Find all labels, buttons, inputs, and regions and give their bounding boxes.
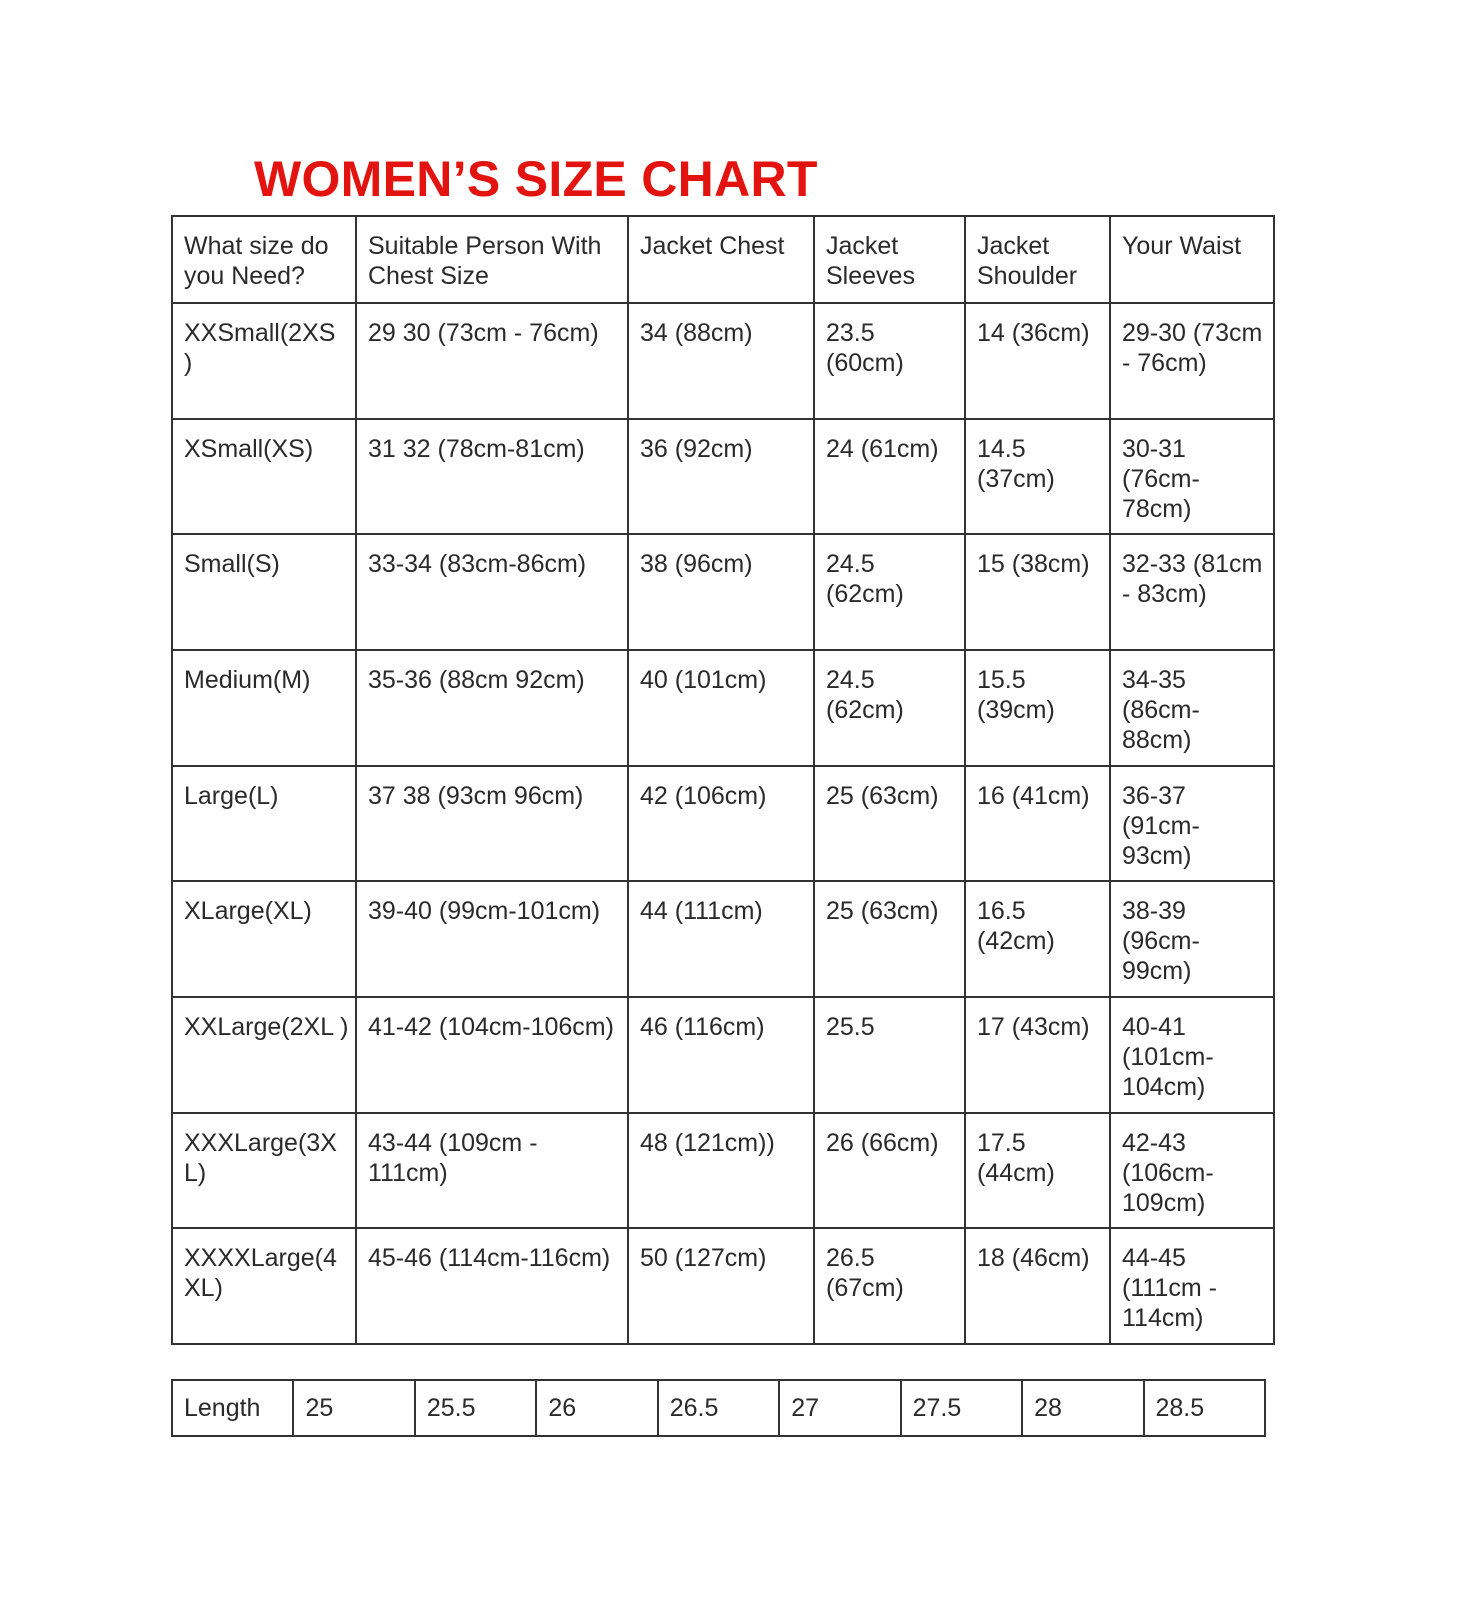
jacket-chest-cell: 46 (116cm) — [628, 997, 814, 1113]
jacket-chest-cell: 48 (121cm)) — [628, 1113, 814, 1229]
table-row — [172, 1113, 1274, 1229]
size-cell: XXXLarge(3XL) — [172, 1113, 356, 1229]
jacket-sleeves-cell: 26 (66cm) — [814, 1113, 965, 1229]
chest-size-cell: 33-34 (83cm-86cm) — [356, 534, 628, 650]
length-value-cell: 28 — [1022, 1380, 1143, 1436]
waist-cell: 32-33 (81cm - 83cm) — [1110, 534, 1274, 650]
length-value-cell: 25.5 — [415, 1380, 536, 1436]
jacket-chest-cell: 44 (111cm) — [628, 881, 814, 997]
chest-size-cell: 31 32 (78cm-81cm) — [356, 419, 628, 535]
length-value-cell: 27.5 — [901, 1380, 1022, 1436]
jacket-shoulder-cell: 16 (41cm) — [965, 766, 1110, 882]
table-row — [172, 997, 1274, 1113]
size-cell: Large(L) — [172, 766, 356, 882]
length-table — [171, 1379, 1266, 1437]
jacket-sleeves-cell: 24 (61cm) — [814, 419, 965, 535]
size-cell: XXSmall(2XS ) — [172, 303, 356, 419]
waist-cell: 29-30 (73cm - 76cm) — [1110, 303, 1274, 419]
length-value-cell: 26.5 — [658, 1380, 779, 1436]
chest-size-cell: 37 38 (93cm 96cm) — [356, 766, 628, 882]
length-value-cell: 27 — [779, 1380, 900, 1436]
jacket-chest-cell: 36 (92cm) — [628, 419, 814, 535]
jacket-shoulder-cell: 17 (43cm) — [965, 997, 1110, 1113]
size-cell: Medium(M) — [172, 650, 356, 766]
jacket-sleeves-cell: 25.5 — [814, 997, 965, 1113]
column-header-jacket-shoulder: Jacket Shoulder — [965, 216, 1110, 303]
table-row — [172, 419, 1274, 535]
length-value-cell: 25 — [293, 1380, 414, 1436]
jacket-shoulder-cell: 14.5 (37cm) — [965, 419, 1110, 535]
jacket-shoulder-cell: 18 (46cm) — [965, 1228, 1110, 1344]
length-value-cell: 28.5 — [1144, 1380, 1266, 1436]
waist-cell: 30-31 (76cm-78cm) — [1110, 419, 1274, 535]
column-header-chest-size: Suitable Person With Chest Size — [356, 216, 628, 303]
table-row — [172, 881, 1274, 997]
jacket-sleeves-cell: 26.5 (67cm) — [814, 1228, 965, 1344]
jacket-sleeves-cell: 25 (63cm) — [814, 881, 965, 997]
chest-size-cell: 41-42 (104cm-106cm) — [356, 997, 628, 1113]
jacket-sleeves-cell: 24.5 (62cm) — [814, 534, 965, 650]
jacket-sleeves-cell: 25 (63cm) — [814, 766, 965, 882]
size-table-body — [172, 303, 1274, 1344]
table-row — [172, 534, 1274, 650]
column-header-jacket-chest: Jacket Chest — [628, 216, 814, 303]
waist-cell: 34-35 (86cm- 88cm) — [1110, 650, 1274, 766]
column-header-size-needed: What size do you Need? — [172, 216, 356, 303]
table-row — [172, 650, 1274, 766]
jacket-chest-cell: 42 (106cm) — [628, 766, 814, 882]
jacket-sleeves-cell: 24.5 (62cm) — [814, 650, 965, 766]
jacket-shoulder-cell: 14 (36cm) — [965, 303, 1110, 419]
jacket-shoulder-cell: 15 (38cm) — [965, 534, 1110, 650]
table-header-row — [172, 216, 1274, 303]
jacket-chest-cell: 40 (101cm) — [628, 650, 814, 766]
jacket-sleeves-cell: 23.5 (60cm) — [814, 303, 965, 419]
size-cell: XLarge(XL) — [172, 881, 356, 997]
page-title: WOMEN’S SIZE CHART — [254, 151, 818, 207]
chest-size-cell: 45-46 (114cm-116cm) — [356, 1228, 628, 1344]
waist-cell: 38-39 (96cm-99cm) — [1110, 881, 1274, 997]
jacket-shoulder-cell: 17.5 (44cm) — [965, 1113, 1110, 1229]
table-row — [172, 766, 1274, 882]
size-cell: Small(S) — [172, 534, 356, 650]
jacket-shoulder-cell: 16.5 (42cm) — [965, 881, 1110, 997]
chest-size-cell: 43-44 (109cm - 111cm) — [356, 1113, 628, 1229]
waist-cell: 40-41 (101cm-104cm) — [1110, 997, 1274, 1113]
column-header-your-waist: Your Waist — [1110, 216, 1274, 303]
jacket-chest-cell: 50 (127cm) — [628, 1228, 814, 1344]
jacket-shoulder-cell: 15.5 (39cm) — [965, 650, 1110, 766]
chest-size-cell: 39-40 (99cm-101cm) — [356, 881, 628, 997]
chest-size-cell: 35-36 (88cm 92cm) — [356, 650, 628, 766]
length-label: Length — [172, 1380, 293, 1436]
table-row — [172, 303, 1274, 419]
jacket-chest-cell: 38 (96cm) — [628, 534, 814, 650]
waist-cell: 42-43 (106cm-109cm) — [1110, 1113, 1274, 1229]
waist-cell: 44-45 (111cm - 114cm) — [1110, 1228, 1274, 1344]
size-cell: XSmall(XS) — [172, 419, 356, 535]
size-cell: XXLarge(2XL ) — [172, 997, 356, 1113]
column-header-jacket-sleeves: Jacket Sleeves — [814, 216, 965, 303]
waist-cell: 36-37 (91cm-93cm) — [1110, 766, 1274, 882]
length-row — [172, 1380, 1265, 1436]
table-row — [172, 1228, 1274, 1344]
chest-size-cell: 29 30 (73cm - 76cm) — [356, 303, 628, 419]
length-value-cell: 26 — [536, 1380, 657, 1436]
size-cell: XXXXLarge(4XL) — [172, 1228, 356, 1344]
size-chart-table — [171, 215, 1275, 1345]
jacket-chest-cell: 34 (88cm) — [628, 303, 814, 419]
